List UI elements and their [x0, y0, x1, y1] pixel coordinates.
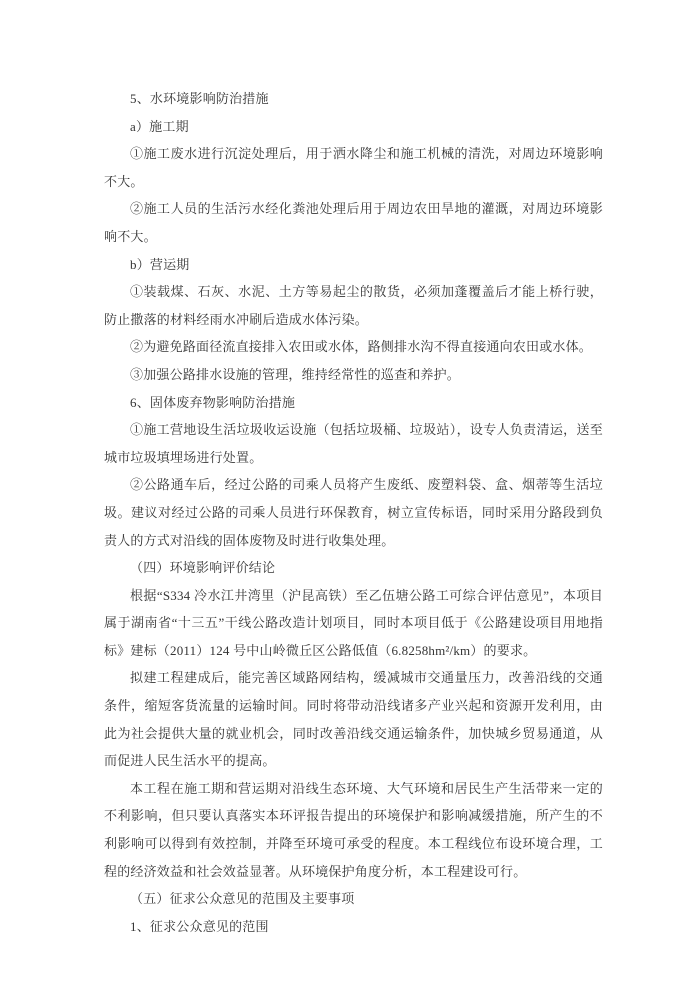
paragraph: 6、固体废弃物影响防治措施: [130, 394, 296, 410]
paragraph: ②为避免路面径流直接排入农田或水体，路侧排水沟不得直接通向农田或水体。: [130, 339, 593, 355]
paragraph: ①施工废水进行沉淀处理后，用于洒水降尘和施工机械的清洗，对周边环境影响不大。: [104, 146, 603, 189]
paragraph: 5、水环境影响防治措施: [130, 91, 269, 106]
paragraph: a）施工期: [130, 118, 189, 134]
paragraph: 拟建工程建成后，能完善区域路网结构，缓减城市交通量压力，改善沿线的交通条件，缩短客货流量的运输时间。同时将带动沿线诸多产业兴起和资源开发利用，由此为社会提供大量的就业机会，同时改善沿线交通运输条件，加快城乡贸易通道，从而促进人民生活水平的提高。: [104, 670, 603, 769]
paragraph: 根据“S334 冷水江井湾里（沪昆高铁）至乙伍塘公路工可综合评估意见”，本项目属于湖南省“十三五”干线公路改造计划项目，同时本项目低于《公路建设项目用地指标》建标（2011）124 号中山岭微丘区公路低值（6.8258hm²/km）的要求。: [104, 587, 603, 658]
paragraph: ③加强公路排水设施的管理，维持经常性的巡查和养护。: [130, 366, 461, 382]
paragraph: ②公路通车后，经过公路的司乘人员将产生废纸、废塑料袋、盒、烟蒂等生活垃圾。建议对经过公路的司乘人员进行环保教育，树立宣传标语，同时采用分路段到负责人的方式对沿线的固体废物及时进行收集处理。: [104, 477, 603, 548]
paragraph: 1、征求公众意见的范围: [130, 918, 269, 934]
paragraph: ①施工营地设生活垃圾收运设施（包括垃圾桶、垃圾站），设专人负责清运，送至城市垃圾填埋场进行处置。: [104, 422, 603, 465]
paragraph: b）营运期: [130, 256, 190, 272]
document-body: [104, 85, 603, 940]
paragraph: （四）环境影响评价结论: [130, 560, 276, 576]
paragraph: 本工程在施工期和营运期对沿线生态环境、大气环境和居民生产生活带来一定的不利影响，但只要认真落实本环评报告提出的环境保护和影响减缓措施，所产生的不利影响可以得到有效控制，并降至环境可承受的程度。本工程线位布设环境合理，工程的经济效益和社会效益显著。从环境保护角度分析，本工程建设可行。: [104, 780, 603, 879]
paragraph: ②施工人员的生活污水经化粪池处理后用于周边农田旱地的灌溉，对周边环境影响不大。: [104, 201, 603, 244]
paragraph: ①装载煤、石灰、水泥、土方等易起尘的散货，必须加蓬覆盖后才能上桥行驶，防止撒落的材料经雨水冲刷后造成水体污染。: [104, 284, 603, 327]
paragraph: （五）征求公众意见的范围及主要事项: [130, 891, 355, 907]
